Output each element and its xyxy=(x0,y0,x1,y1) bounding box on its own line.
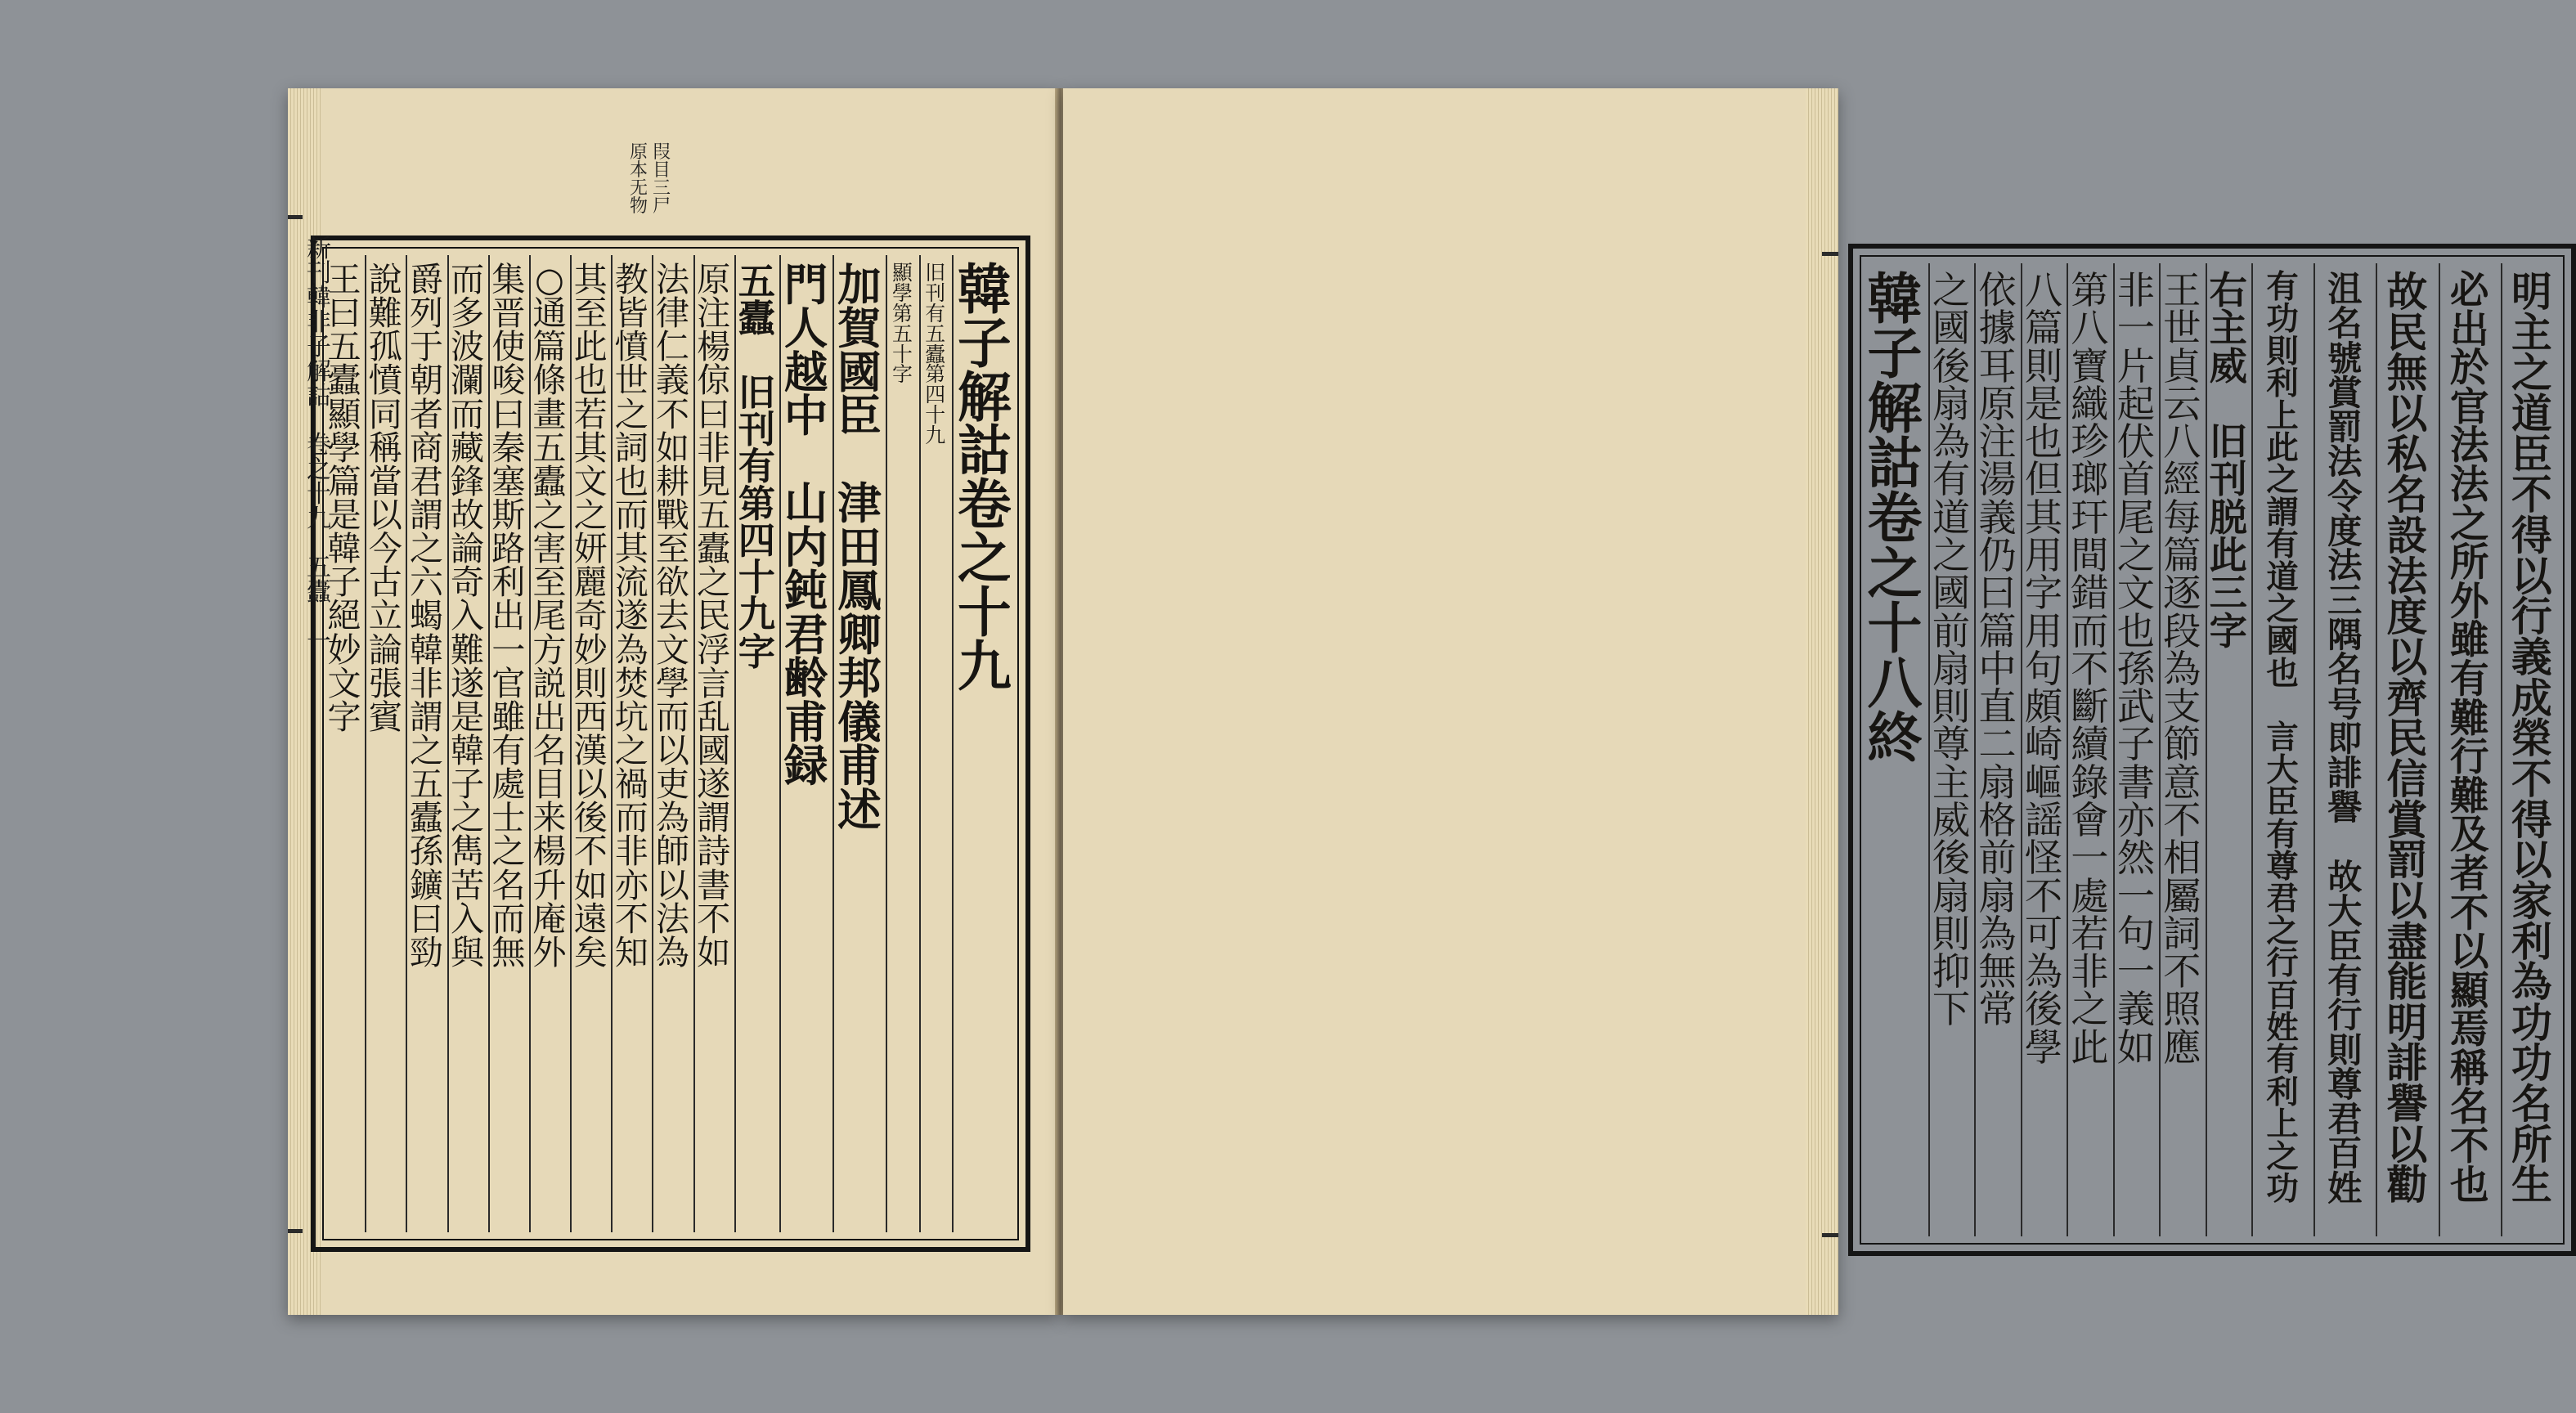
left-text-block xyxy=(322,247,1019,1240)
text-column: 必 出 於 官 法 法 之 所 外 雖 有 難 行 難 及 者 不 以 顯 焉 稱 名 不 也 xyxy=(2449,267,2489,1209)
text-column: 明 主 之 道 臣 不 得 以 行 義 成 榮 不 得 以 家 利 為 功 功 名 所 生 xyxy=(2511,267,2552,1209)
text-column: ○ 通 篇 條 畫 五 蠹 之 害 至 尾 方 説 出 名 目 来 楊 升 庵 外 xyxy=(532,260,567,972)
text-column: 教 皆 憤 世 之 詞 也 而 其 流 遂 為 焚 坑 之 禍 而 非 亦 不 知 xyxy=(614,260,648,972)
left-page xyxy=(288,88,1058,1315)
text-column: 韓 子 解 詁 卷 之 十 九 xyxy=(957,258,1012,698)
text-column: 第 八 寶 織 珍 瑯 玕 間 錯 而 不 斷 續 錄 會 一 處 若 非 之 此 xyxy=(2071,268,2109,1070)
text-column: 王 曰 五 蠹 顯 學 篇 是 韓 子 絕 妙 文 字 xyxy=(327,260,361,737)
text-column: 原 注 楊 倞 曰 非 見 五 蠹 之 民 浮 言 乱 國 遂 謂 詩 書 不 如 xyxy=(697,260,731,972)
open-book xyxy=(288,88,2552,1315)
text-column: 旧 刊 有 五 蠹 第 四 十 九 xyxy=(925,261,946,447)
text-column: 依 據 耳 原 注 湯 義 仍 曰 篇 中 直 二 扇 格 前 扇 為 無 常 xyxy=(1978,268,2017,1032)
text-column: 之 國 後 扇 為 有 道 之 國 前 扇 則 尊 主 威 後 扇 則 抑 下 xyxy=(1932,268,1971,1032)
corner-note-line: 原 本 无 物 xyxy=(630,142,648,217)
text-column: 其 至 此 也 若 其 文 之 妍 麗 奇 妙 則 西 漢 以 後 不 如 遠 矣 xyxy=(573,260,608,972)
right-text-block xyxy=(1860,255,2565,1245)
text-column: 說 難 孤 憤 同 稱 當 以 今 古 立 論 張 賓 xyxy=(368,260,402,737)
left-page-frame xyxy=(311,236,1030,1252)
right-page xyxy=(1063,88,2552,1315)
text-column: 爵 列 于 朝 者 商 君 謂 之 六 蝎 韓 非 謂 之 五 蠹 孫 鑛 曰 勁 xyxy=(409,260,443,972)
text-column: 沮 名 號 賞 罰 法 令 度 法 三 隅 名 号 即 誹 譽 故 大 臣 有 行 則 尊 君 百 姓 xyxy=(2327,268,2363,1209)
text-column: 法 律 仁 義 不 如 耕 戰 至 欲 去 文 學 而 以 吏 為 師 以 法 為 xyxy=(655,260,690,972)
edge-label: 新 刊 韓 非 子 解 詁 卷 之 十 九 五 蠹 一 xyxy=(307,235,331,656)
text-column: 五 蠹 旧 刊 有 第 四 十 九 字 xyxy=(738,260,775,674)
corner-annotation xyxy=(630,144,671,216)
text-column: 有 功 則 利 上 此 之 謂 有 道 之 國 也 言 大 臣 有 尊 君 之 行 百 姓 有 利 上 之 功 xyxy=(2266,268,2299,1208)
text-column: 非 一 片 起 伏 首 尾 之 文 也 孫 武 子 書 亦 然 一 句 一 義 如 xyxy=(2116,268,2155,1070)
corner-note-line: 叚 目 三 尸 xyxy=(653,142,671,217)
text-column: 王 世 貞 云 八 經 每 篇 逐 段 為 支 節 意 不 相 屬 詞 不 照 應 xyxy=(2163,268,2201,1070)
text-column: 門 人 越 中 山 内 鈍 君 齢 甫 録 xyxy=(783,259,828,792)
text-column: 而 多 波 瀾 而 藏 鋒 故 論 奇 入 難 遂 是 韓 子 之 雋 苦 入 與 xyxy=(451,260,485,972)
text-column: 集 晋 使 唆 曰 秦 塞 斯 路 利 出 一 官 雖 有 處 士 之 名 而 無 xyxy=(491,260,526,972)
text-column: 加 賀 國 臣 津 田 鳳 卿 邦 儀 甫 述 xyxy=(837,259,882,836)
text-column: 右 主 威 旧 刊 脱 此 三 字 xyxy=(2209,268,2247,653)
right-page-frame xyxy=(1848,244,2576,1256)
text-column: 韓 子 解 詁 卷 之 十 八 終 xyxy=(1867,267,1923,770)
text-column: 八 篇 則 是 也 但 其 用 字 用 句 頗 崎 嶇 謡 怪 不 可 為 後 學 xyxy=(2024,268,2063,1070)
text-column: 顯 學 第 五 十 字 xyxy=(892,261,913,387)
text-column: 故 民 無 以 私 名 設 法 度 以 齊 民 信 賞 罰 以 盡 能 明 誹 譽 以 勸 xyxy=(2386,267,2428,1209)
